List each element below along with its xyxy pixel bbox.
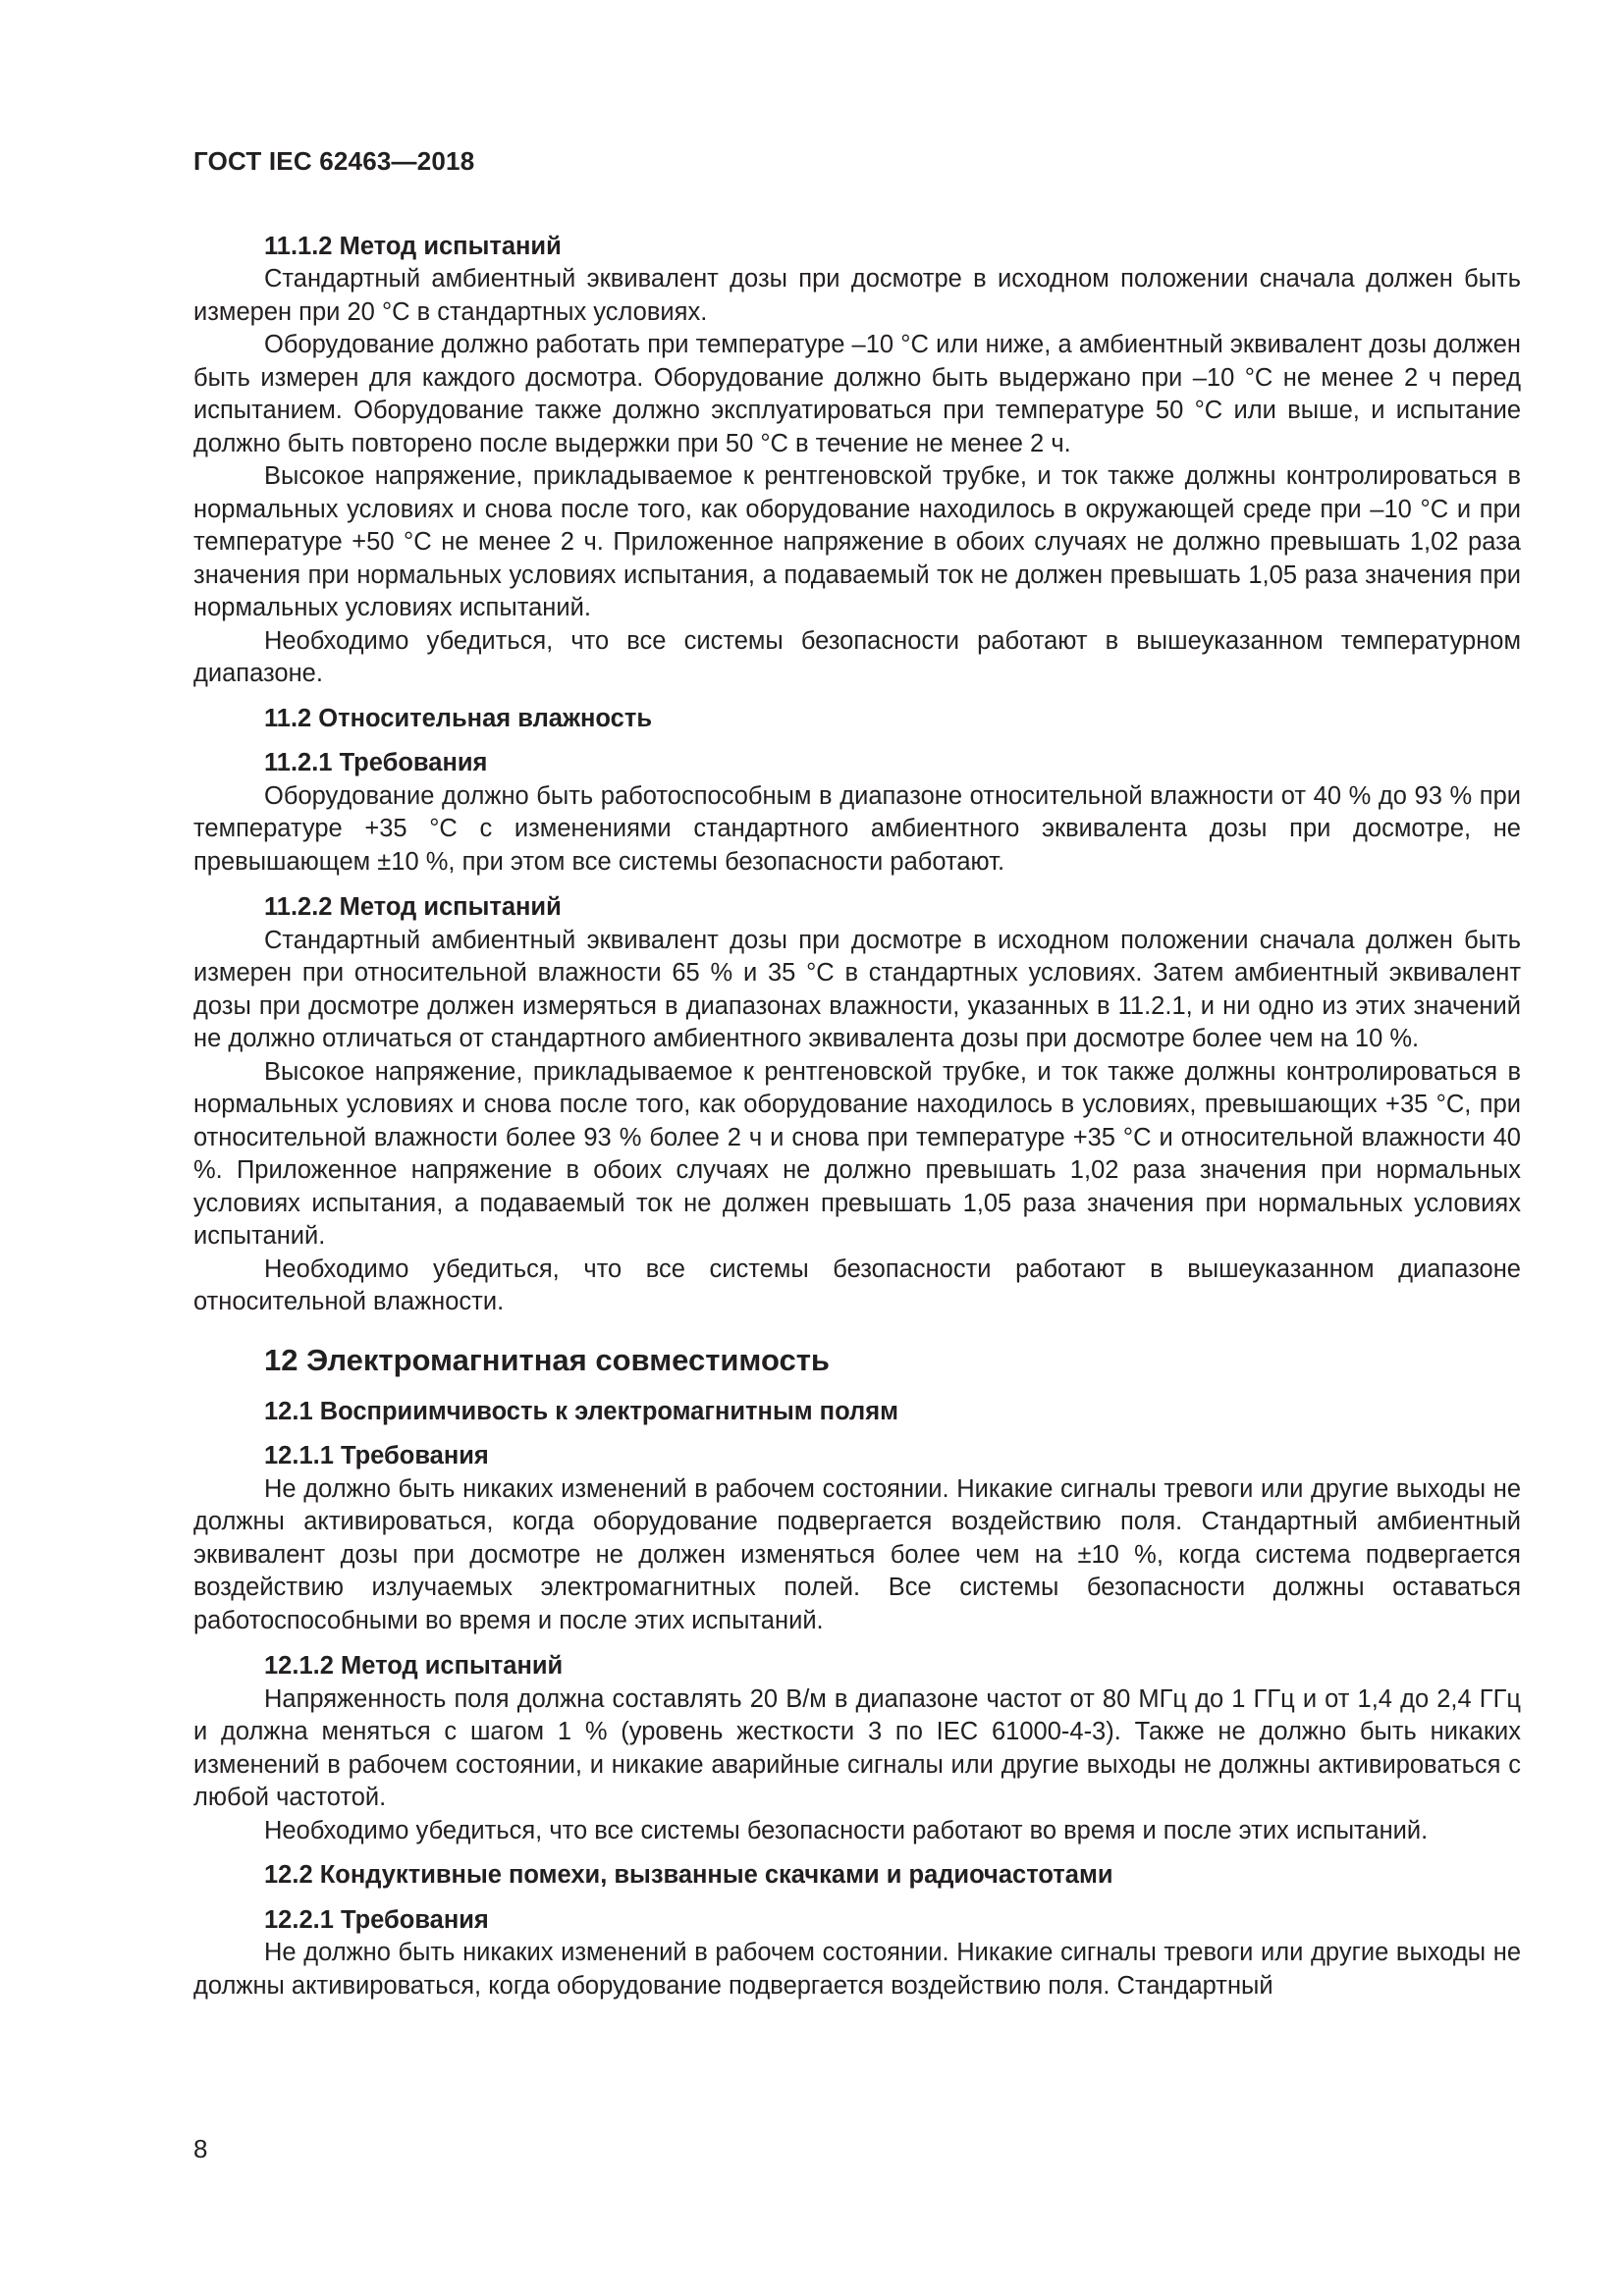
paragraph: Не должно быть никаких изменений в рабочем состоянии. Никакие сигналы тревоги или другие выходы не должны активироваться, когда оборудование подвергается воздействию поля. Стандартный — [193, 1939, 1521, 2000]
heading-11-2: 11.2 Относительная влажность — [264, 704, 653, 732]
paragraph: Стандартный амбиентный эквивалент дозы при досмотре в исходном положении сначала должен быть измерен при относительной влажности 65 % и 35 °С в стандартных условиях. Затем амбиентный эквивалент дозы при досмотре должен измеряться в диапазонах влажности, указанных в 11.2.1, и ни одно из этих значений не должно отличаться от стандартного амбиентного эквивалента дозы при досмотре более чем на 10 %. — [193, 926, 1521, 1052]
paragraph: Напряженность поля должна составлять 20 В/м в диапазоне частот от 80 МГц до 1 ГГц и от 1,4 до 2,4 ГГц и должна меняться с шагом 1 % (уровень жесткости 3 по IEC 61000-4-3). Также не должно быть никаких изменений в рабочем состоянии, и никакие аварийные сигналы или другие выходы не должны активироваться с любой частотой. — [193, 1684, 1521, 1811]
heading-12-2: 12.2 Кондуктивные помехи, вызванные скачками и радиочастотами — [264, 1861, 1113, 1889]
heading-12-1: 12.1 Восприимчивость к электромагнитным полям — [264, 1397, 898, 1425]
heading-11-2-1: 11.2.1 Требования — [264, 749, 488, 776]
document-body — [193, 231, 1521, 2003]
heading-12-1-1: 12.1.1 Требования — [264, 1442, 489, 1469]
heading-12-2-1: 12.2.1 Требования — [264, 1905, 489, 1934]
paragraph: Оборудование должно работать при температуре –10 °С или ниже, а амбиентный эквивалент дозы должен быть измерен для каждого досмотра. Оборудование должно быть выдержано при –10 °С не менее 2 ч перед испытанием. Оборудование также должно эксплуатироваться при температуре 50 °С или выше, и испытание должно быть повторено после выдержки при 50 °С в течение не менее 2 ч. — [193, 331, 1521, 457]
paragraph: Оборудование должно быть работоспособным в диапазоне относительной влажности от 40 % до 93 % при температуре +35 °С с изменениями стандартного амбиентного эквивалента дозы при досмотре, не превышающем ±10 %, при этом все системы безопасности работают. — [193, 781, 1521, 876]
heading-12: 12 Электромагнитная совместимость — [264, 1342, 830, 1377]
paragraph: Необходимо убедиться, что все системы безопасности работают в вышеуказанном температурном диапазоне. — [193, 626, 1521, 687]
document-page — [193, 145, 1521, 2002]
page-number: 8 — [193, 2134, 208, 2163]
paragraph: Высокое напряжение, прикладываемое к рентгеновской трубке, и ток также должны контролироваться в нормальных условиях и снова после того, как оборудование находилось в условиях, превышающих +35 °С, при относительной влажности более 93 % более 2 ч и снова при температуре +35 °С и относительной влажности 40 %. Приложенное напряжение в обоих случаях не должно превышать 1,02 раза значения при нормальных условиях испытания, а подаваемый ток не должен превышать 1,05 раза значения при нормальных условиях испытаний. — [193, 1057, 1521, 1250]
heading-11-2-2: 11.2.2 Метод испытаний — [264, 893, 562, 921]
paragraph: Не должно быть никаких изменений в рабочем состоянии. Никакие сигналы тревоги или другие выходы не должны активироваться, когда оборудование подвергается воздействию поля. Стандартный амбиентный эквивалент дозы при досмотре не должен изменяться более чем на ±10 %, когда система подвергается воздействию излучаемых электромагнитных полей. Все системы безопасности должны оставаться работоспособными во время и после этих испытаний. — [193, 1474, 1521, 1634]
paragraph: Необходимо убедиться, что все системы безопасности работают во время и после этих испытаний. — [264, 1816, 1429, 1844]
paragraph: Стандартный амбиентный эквивалент дозы при досмотре в исходном положении сначала должен быть измерен при 20 °С в стандартных условиях. — [193, 265, 1521, 326]
paragraph: Необходимо убедиться, что все системы безопасности работают в вышеуказанном диапазоне относительной влажности. — [193, 1255, 1521, 1315]
heading-11-1-2: 11.1.2 Метод испытаний — [264, 232, 562, 260]
document-header: ГОСТ IEC 62463—2018 — [193, 146, 475, 176]
heading-12-1-2: 12.1.2 Метод испытаний — [264, 1652, 564, 1680]
paragraph: Высокое напряжение, прикладываемое к рентгеновской трубке, и ток также должны контролироваться в нормальных условиях и снова после того, как оборудование находилось в окружающей среде при –10 °С и при температуре +50 °С не менее 2 ч. Приложенное напряжение в обоих случаях не должно превышать 1,02 раза значения при нормальных условиях испытания, а подаваемый ток не должен превышать 1,05 раза значения при нормальных условиях испытаний. — [193, 462, 1521, 621]
